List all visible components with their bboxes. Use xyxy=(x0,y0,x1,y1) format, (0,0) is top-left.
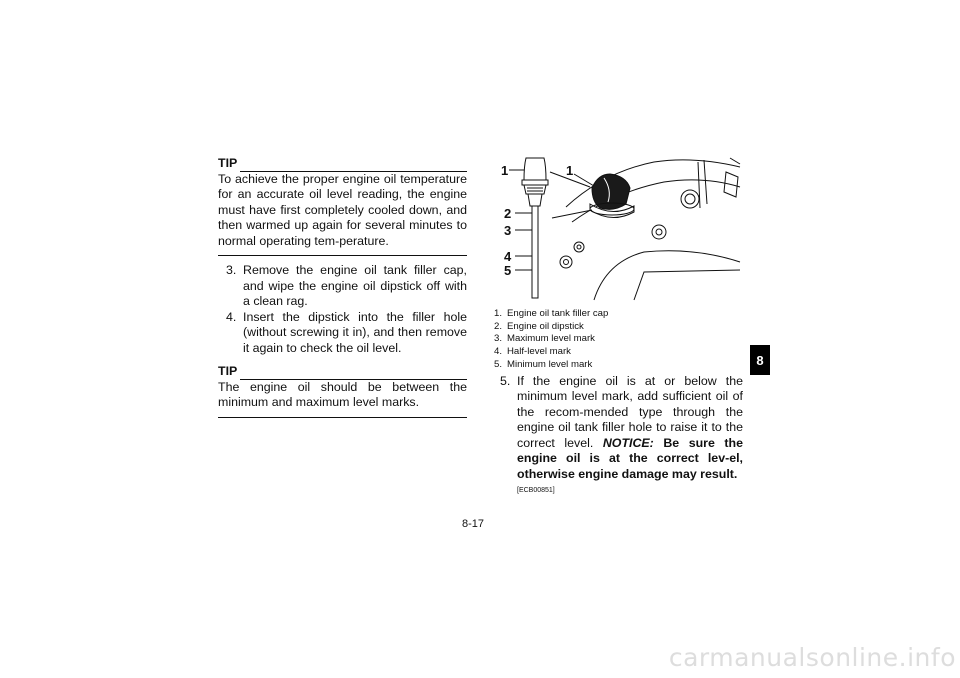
step-number: 3. xyxy=(226,263,237,277)
caption-item xyxy=(494,346,743,359)
callout-label: 3 xyxy=(504,223,512,238)
caption-item xyxy=(494,333,743,346)
right-column xyxy=(494,152,743,496)
caption-item xyxy=(494,308,743,321)
caption-number: 3. xyxy=(494,333,503,345)
caption-text: Minimum level mark xyxy=(507,358,593,370)
watermark: carmanualsonline.info xyxy=(668,643,956,672)
caption-number: 4. xyxy=(494,346,503,358)
left-column xyxy=(218,156,467,425)
caption-number: 2. xyxy=(494,320,503,332)
step-text: Remove the engine oil tank filler cap, and wipe the engine oil dipstick off with a clean rag. xyxy=(243,263,467,308)
tip-rule xyxy=(240,370,467,380)
notice-label: NOTICE: xyxy=(602,435,654,450)
chapter-tab: 8 xyxy=(750,345,770,375)
tip-label: TIP xyxy=(218,156,238,170)
step-4 xyxy=(218,310,467,357)
caption-number: 1. xyxy=(494,308,503,319)
step-text: If the engine oil is at or below the minimum level mark, add sufficient oil of the recom-mended type through the engine oil tank filler hole to raise it to the correct level. xyxy=(517,373,743,450)
tip-label: TIP xyxy=(218,364,238,378)
tip-body: To achieve the proper engine oil temperature for an accurate oil level reading, the engine must have first completely cooled down, and then warmed up again for several minutes to normal operating tem-perature. xyxy=(218,171,467,248)
step-number: 5. xyxy=(500,373,511,388)
caption-item xyxy=(494,359,743,372)
caption-text: Maximum level mark xyxy=(507,333,595,345)
callout-label: 5 xyxy=(504,263,512,278)
callout-label: 4 xyxy=(504,249,512,264)
step-text: Insert the dipstick into the filler hole (without screwing it in), and then remove it again to check the oil level. xyxy=(243,309,467,355)
tip-end-rule xyxy=(218,417,467,418)
step-3 xyxy=(218,263,467,310)
caption-text: Half-level mark xyxy=(507,346,571,358)
tip-end-rule xyxy=(218,255,467,256)
callout-label: 1 xyxy=(501,163,509,178)
callout-label: 2 xyxy=(504,206,512,221)
step-number: 4. xyxy=(226,309,237,324)
reference-code: [ECB00851] xyxy=(517,487,555,495)
engine-illustration xyxy=(494,152,743,302)
caption-text: Engine oil tank filler cap xyxy=(507,308,609,319)
step-5 xyxy=(494,374,743,497)
notice-text: Be sure the engine oil is at the correct lev-el, otherwise engine damage may result. xyxy=(517,435,743,481)
caption-number: 5. xyxy=(494,358,503,370)
engine-oil-figure xyxy=(494,152,743,302)
tip-rule xyxy=(240,162,467,172)
callout-label: 1 xyxy=(566,163,574,178)
page-number: 8-17 xyxy=(462,518,485,530)
caption-item xyxy=(494,321,743,334)
caption-text: Engine oil dipstick xyxy=(507,320,584,332)
figure-captions xyxy=(494,308,743,372)
tip-heading xyxy=(218,156,467,172)
tip-heading xyxy=(218,364,467,380)
tip-body: The engine oil should be between the minimum and maximum level marks. xyxy=(218,379,467,409)
